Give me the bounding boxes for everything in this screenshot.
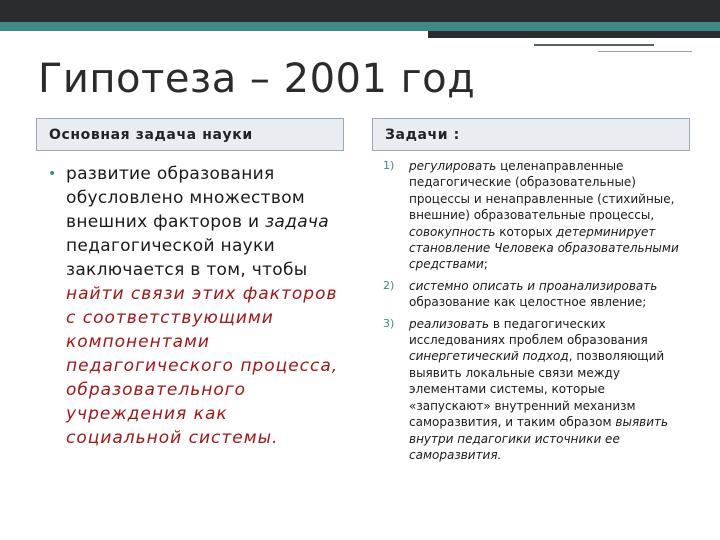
task-text-part: которых — [495, 224, 557, 239]
bullet-text-highlight: найти связи этих факторов с соответствующими компонентами педагогического процесса, образовательного учреждения как социальной системы. — [66, 284, 339, 448]
task-text-italic: выявить внутри педагогики источники ее саморазвития. — [409, 415, 669, 462]
task-text-part: ; — [483, 257, 488, 272]
right-heading-text: Задачи : — [385, 126, 460, 143]
bullet-text-part: развитие образования обусловлено множеством внешних факторов и — [66, 164, 306, 232]
task-item — [383, 316, 688, 464]
left-heading-text: Основная задача науки — [49, 126, 253, 143]
task-item — [383, 158, 688, 273]
task-text — [409, 278, 688, 311]
bullet-text-part: педагогической науки заключается в том, чтобы — [66, 236, 308, 280]
bullet-item — [48, 162, 344, 450]
decor-line — [534, 44, 654, 46]
left-column-content — [48, 162, 344, 450]
right-column-content — [383, 158, 688, 468]
task-number: 2) — [383, 278, 395, 292]
decor-line — [598, 51, 692, 52]
task-text-part: образование как целостное явление; — [409, 295, 647, 310]
bullet-text — [66, 162, 344, 450]
task-number: 3) — [383, 316, 395, 330]
task-text-italic: синергетический подход — [409, 349, 569, 364]
top-accent-stripe — [0, 22, 720, 31]
task-item — [383, 278, 688, 311]
bullet-marker: • — [48, 166, 57, 182]
task-text — [409, 316, 688, 464]
task-text-italic: регулировать — [409, 159, 497, 173]
task-text-italic: реализовать — [409, 316, 490, 331]
left-column-heading — [36, 118, 344, 151]
right-column-heading — [372, 118, 690, 151]
task-text-part: целенаправленные педагогические (образовательные) процессы и ненаправленные (стихийные, внешние) образовательные процессы, — [409, 159, 675, 223]
task-text-part: в педагогических исследованиях проблем образования — [409, 316, 648, 348]
task-text-italic: совокупность — [409, 224, 496, 239]
top-decor-bar — [0, 0, 720, 22]
task-number: 1) — [383, 159, 395, 172]
task-text-italic: системно описать и проанализировать — [409, 278, 658, 293]
task-text-part: , позволяющий выявить локальные связи между элементами системы, которые «запускают» внутренний механизм саморазвития, и таким образом — [409, 349, 665, 430]
task-text-italic: детерминирует становление Человека образовательными средствами — [409, 224, 679, 272]
task-text — [409, 158, 688, 273]
top-right-decor-block — [428, 31, 720, 38]
slide-title: Гипотеза – 2001 год — [38, 56, 476, 102]
bullet-text-italic: задача — [265, 212, 329, 232]
